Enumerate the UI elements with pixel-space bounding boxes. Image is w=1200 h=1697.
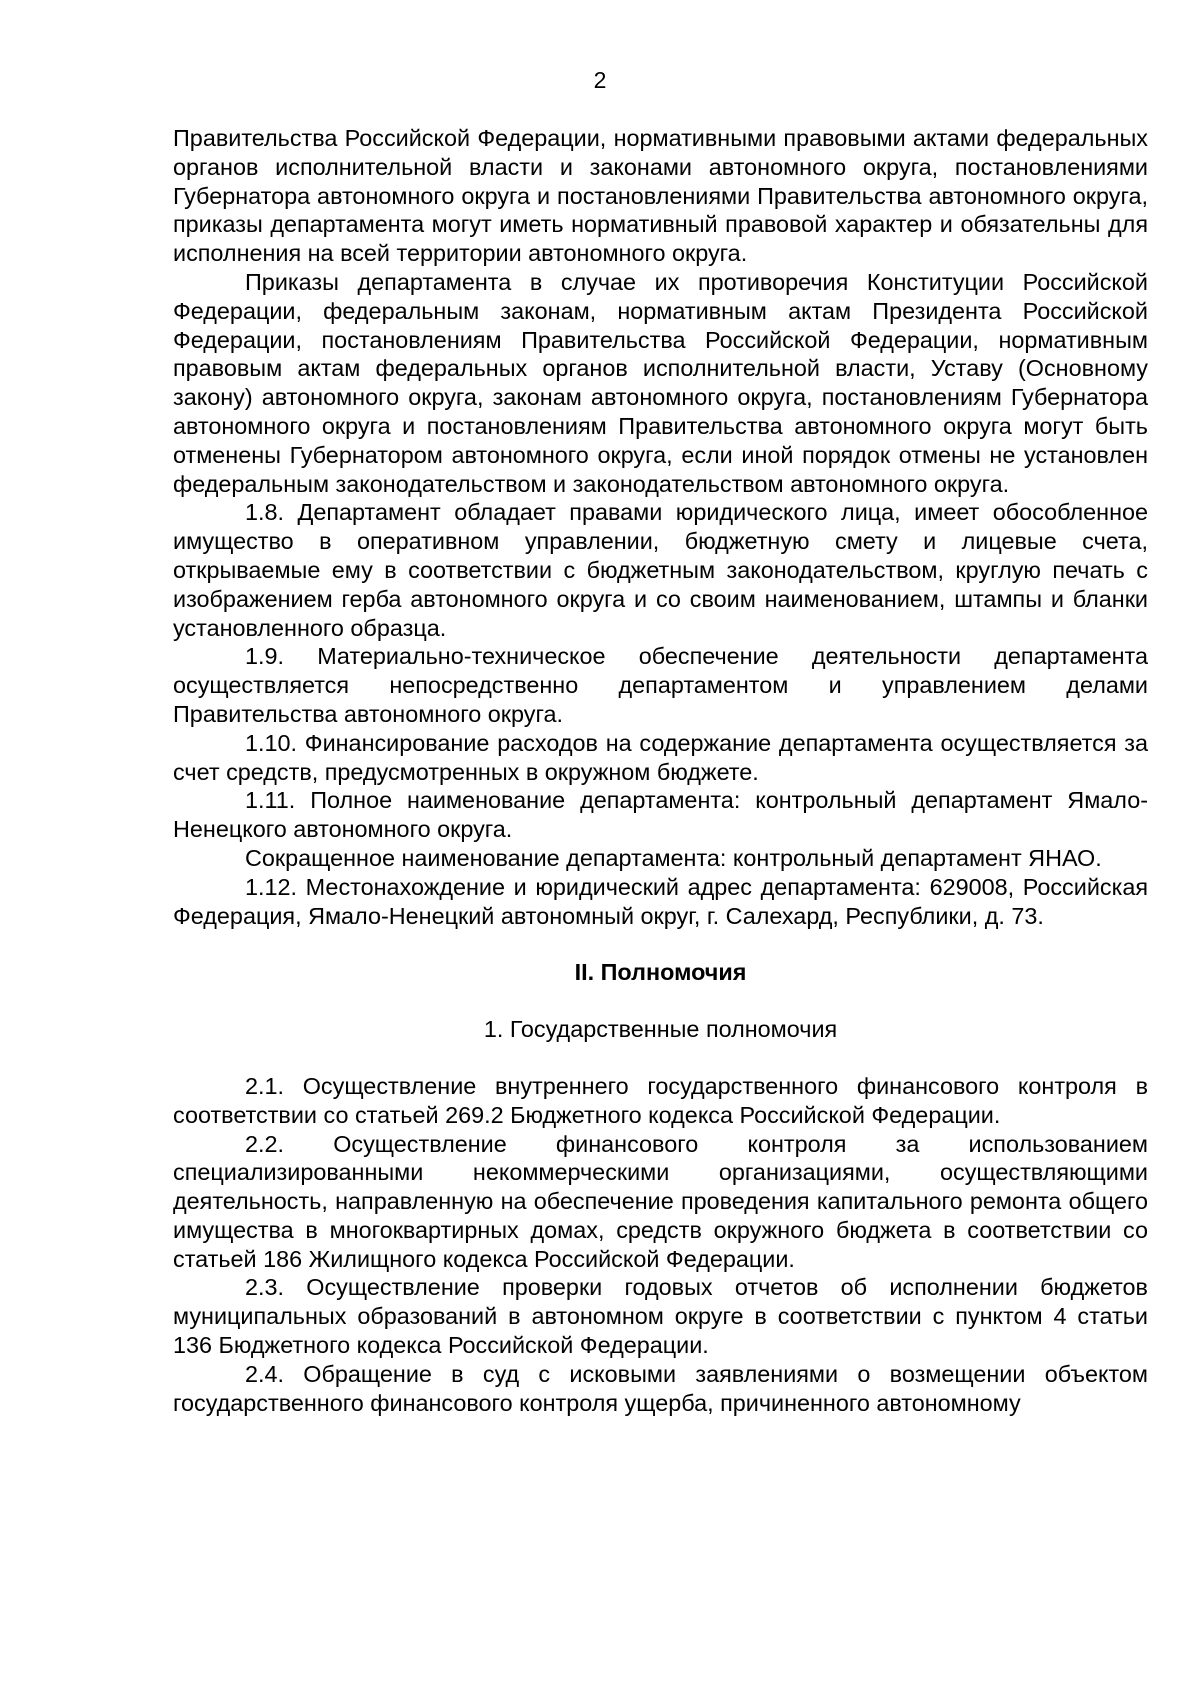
- paragraph-1-12: 1.12. Местонахождение и юридический адрес департамента: 629008, Российская Федерация, Ямало-Ненецкий автономный округ, г. Салехард, Республики, д. 73.: [173, 873, 1148, 929]
- page-number: 2: [593, 67, 607, 93]
- section-subtitle: 1. Государственные полномочия: [483, 1016, 838, 1043]
- document-body: [173, 124, 1148, 1417]
- paragraph-2-1: 2.1. Осуществление внутреннего государственного финансового контроля в соответствии со статьей 269.2 Бюджетного кодекса Российской Федерации.: [173, 1072, 1148, 1128]
- paragraph-short-name: Сокращенное наименование департамента: контрольный департамент ЯНАО.: [245, 844, 1102, 871]
- paragraph-2-3: 2.3. Осуществление проверки годовых отчетов об исполнении бюджетов муниципальных образований в автономном округе в соответствии с пунктом 4 статьи 136 Бюджетного кодекса Российской Федерации.: [173, 1274, 1148, 1359]
- paragraph-2-4: 2.4. Обращение в суд с исковыми заявлениями о возмещении объектом государственного финансового контроля ущерба, причиненного автономному: [173, 1360, 1148, 1416]
- section-title: II. Полномочия: [574, 959, 747, 986]
- paragraph-orders-cancellation: Приказы департамента в случае их противоречия Конституции Российской Федерации, федеральным законам, нормативным актам Президента Российской Федерации, постановлениям Правительства Российской Федерации, нормативным правовым актам федеральных органов исполнительной власти, Уставу (Основному закону) автономного округа, законам автономного округа, постановлениям Губернатора автономного округа и постановлениям Правительства автономного округа могут быть отменены Губернатором автономного округа, если иной порядок отмены не установлен федеральным законодательством и законодательством автономного округа.: [173, 268, 1148, 497]
- paragraph-continuation: Правительства Российской Федерации, нормативными правовыми актами федеральных органов исполнительной власти и законами автономного округа, постановлениями Губернатора автономного округа и постановлениями Правительства автономного округа, приказы департамента могут иметь нормативный правовой характер и обязательны для исполнения на всей территории автономного округа.: [173, 125, 1148, 267]
- paragraph-1-8: 1.8. Департамент обладает правами юридического лица, имеет обособленное имущество в оперативном управлении, бюджетную смету и лицевые счета, открываемые ему в соответствии с бюджетным законодательством, круглую печать с изображением герба автономного округа и со своим наименованием, штампы и бланки установленного образца.: [173, 499, 1148, 641]
- paragraph-1-9: 1.9. Материально-техническое обеспечение деятельности департамента осуществляется непосредственно департаментом и управлением делами Правительства автономного округа.: [173, 643, 1148, 727]
- paragraph-1-10: 1.10. Финансирование расходов на содержание департамента осуществляется за счет средств, предусмотренных в окружном бюджете.: [173, 729, 1148, 785]
- paragraph-1-11: 1.11. Полное наименование департамента: контрольный департамент Ямало-Ненецкого автономного округа.: [173, 787, 1148, 843]
- paragraph-2-2: 2.2. Осуществление финансового контроля за использованием специализированными некоммерческими организациями, осуществляющими деятельность, направленную на обеспечение проведения капитального ремонта общего имущества в многоквартирных домах, средств окружного бюджета в соответствии со статьей 186 Жилищного кодекса Российской Федерации.: [173, 1130, 1148, 1272]
